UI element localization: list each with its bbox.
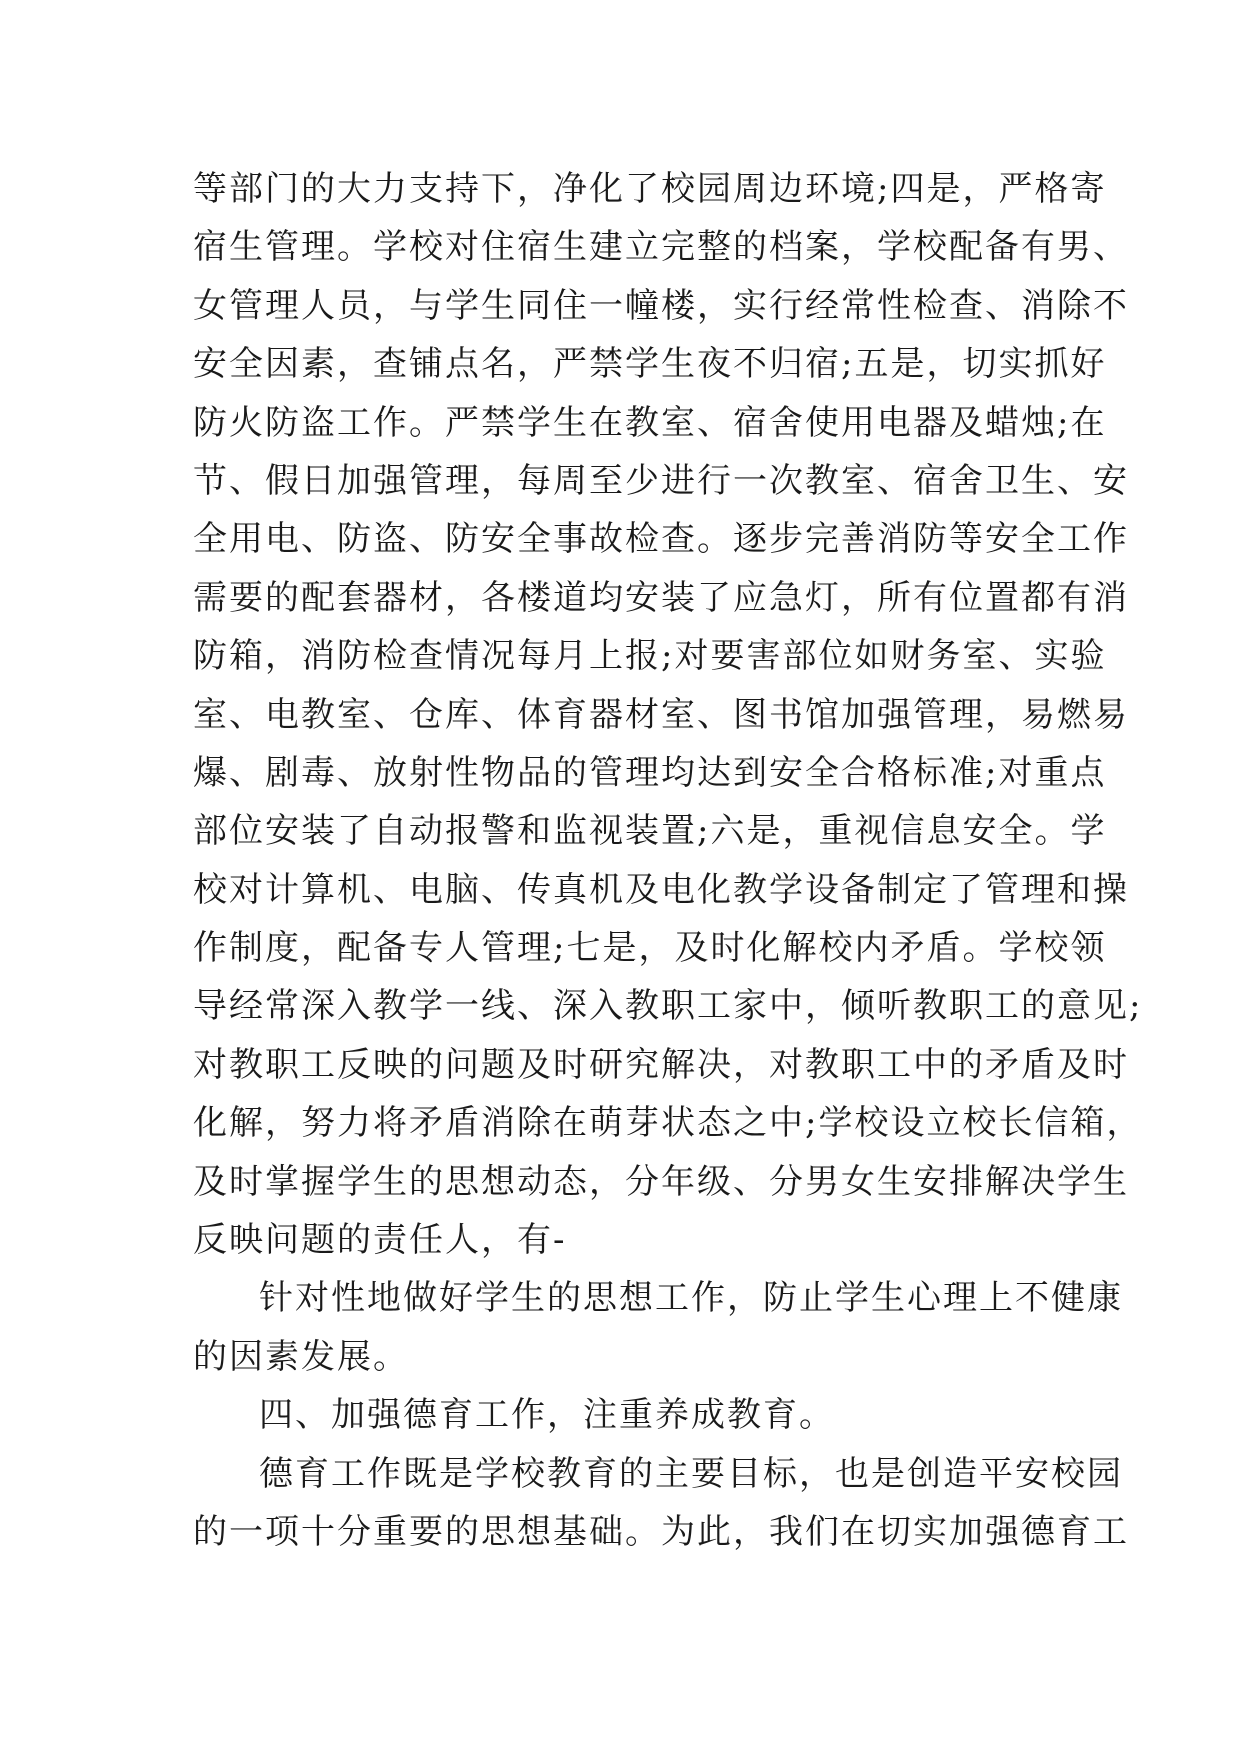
text-line: 防箱，消防检查情况每月上报;对要害部位如财务室、实验 <box>193 636 1107 677</box>
body-text <box>193 160 1143 1561</box>
text-line: 需要的配套器材，各楼道均安装了应急灯，所有位置都有消 <box>193 577 1129 618</box>
text-line: 安全因素，查铺点名，严禁学生夜不归宿;五是，切实抓好 <box>193 344 1107 385</box>
text-line: 等部门的大力支持下，净化了校园周边环境;四是，严格寄 <box>193 169 1107 209</box>
text-line: 室、电教室、仓库、体育器材室、图书馆加强管理，易燃易 <box>193 694 1129 735</box>
text-line: 女管理人员，与学生同住一幢楼，实行经常性检查、消除不 <box>193 285 1129 326</box>
text-line: 全用电、防盗、防安全事故检查。逐步完善消防等安全工作 <box>193 519 1129 560</box>
text-line: 针对性地做好学生的思想工作，防止学生心理上不健康 <box>259 1278 1123 1319</box>
text-line: 反映问题的责任人，有- <box>193 1220 567 1261</box>
section-heading: 四、加强德育工作，注重养成教育。 <box>259 1395 835 1436</box>
text-line: 的因素发展。 <box>193 1336 409 1377</box>
text-line: 及时掌握学生的思想动态，分年级、分男女生安排解决学生 <box>193 1161 1129 1202</box>
text-line: 宿生管理。学校对住宿生建立完整的档案，学校配备有男、 <box>193 227 1129 268</box>
text-line: 校对计算机、电脑、传真机及电化教学设备制定了管理和操 <box>193 869 1129 910</box>
text-line: 的一项十分重要的思想基础。为此，我们在切实加强德育工 <box>193 1511 1129 1552</box>
text-line: 防火防盗工作。严禁学生在教室、宿舍使用电器及蜡烛;在 <box>193 402 1107 443</box>
text-line: 爆、剧毒、放射性物品的管理均达到安全合格标准;对重点 <box>193 752 1107 793</box>
text-line: 作制度，配备专人管理;七是，及时化解校内矛盾。学校领 <box>193 928 1107 969</box>
text-line: 对教职工反映的问题及时研究解决，对教职工中的矛盾及时 <box>193 1044 1129 1085</box>
text-line: 部位安装了自动报警和监视装置;六是，重视信息安全。学 <box>193 811 1107 852</box>
text-line: 德育工作既是学校教育的主要目标，也是创造平安校园 <box>259 1453 1123 1494</box>
text-line: 导经常深入教学一线、深入教职工家中，倾听教职工的意见; <box>193 986 1143 1027</box>
text-line: 节、假日加强管理，每周至少进行一次教室、宿舍卫生、安 <box>193 460 1129 501</box>
text-line: 化解，努力将矛盾消除在萌芽状态之中;学校设立校长信箱， <box>193 1103 1143 1144</box>
